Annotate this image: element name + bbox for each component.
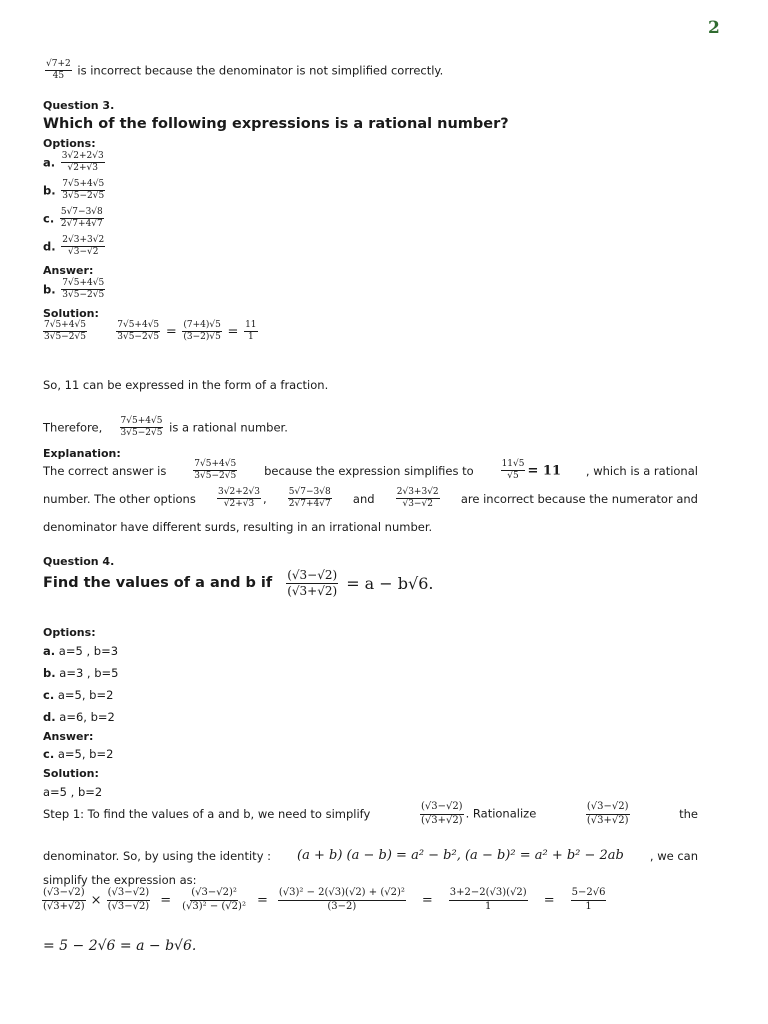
step-1-line-3: simplify the expression as: [43,873,197,887]
fraction: $\frac{√7+2}{45}$ [46,59,71,82]
explanation-line-2: number. The other options $\frac{3√2+2√3}{√2+√3}$ , $\frac{5√7-3√8}{2√7+4√7}$ and $\frac{2√3+3√2}{√3-√2}$ are incorrect because the numerator and [43,487,698,510]
fraction: $\frac{(7+4)√5}{(3-2)√5}$ [183,320,221,343]
fraction: $\frac{7√5+4√5}{3√5-2√5}$ [120,416,163,439]
solution-value: a=5 , b=2 [43,785,103,799]
fraction: $\frac{7√5+4√5}{3√5-2√5}$ [194,459,237,482]
option-d: d. $\frac{2√3+3√2}{√3-√2}$ [43,235,105,258]
step-1-line-2: denominator. So, by using the identity : (a + b) (a − b) = a² − b², (a − b)² = a² + b² − 2ab , we can [43,848,698,863]
fraction: $\frac{2√3+3√2}{√3-√2}$ [62,235,105,258]
final-result: = 5 − 2√6 = a − b√6. [43,938,197,954]
fraction: $\frac{(√3-√2)}{(√3+√2)}$ [287,568,338,598]
option-b: b. $\frac{7√5+4√5}{3√5-2√5}$ [43,179,105,202]
option-a: a. a=5 , b=3 [43,644,119,658]
option-d: d. a=6, b=2 [43,710,115,724]
explanation-line-1: The correct answer is $\frac{7√5+4√5}{3√5-2√5}$ because the expression simplifies to $\frac{11√5}{√5}$ = 11 , which is a rational [43,459,698,482]
fraction: $\frac{5√7-3√8}{2√7+4√7}$ [60,207,103,230]
question-4-text: Find the values of a and b if $\frac{(√3-√2)}{(√3+√2)}$ = a − b√6. [43,568,434,598]
solution-label: Solution: [43,767,99,780]
explanation-label: Explanation: [43,447,121,460]
answer-label: Answer: [43,730,94,743]
identity-formula: (a + b) (a − b) = a² − b², (a − b)² = a² + b² − 2ab [297,848,624,863]
previous-explanation-text: is incorrect because the denominator is not simplified correctly. [77,63,444,78]
options-label: Options: [43,626,96,639]
fraction: $\frac{2√3+3√2}{√3-√2}$ [396,487,439,510]
step-1-line: Step 1: To find the values of a and b, we need to simplify $\frac{(√3-√2)}{(√3+√2)}$ . Rationalize $\frac{(√3-√2)}{(√3+√2)}$ the [43,801,698,826]
option-b: b. a=3 , b=5 [43,666,119,680]
fraction: $\frac{3√2+2√3}{√2+√3}$ [61,151,104,174]
fraction: $\frac{\text{(√3)² − 2(√3)(√2) + (√2)²}}{(3-2)}$ [278,887,405,912]
question-3-text: Which of the following expressions is a rational number? [43,116,509,132]
fraction: $\frac{5√7-3√8}{2√7+4√7}$ [288,487,331,510]
fraction: $\frac{(√3-√2)}{(√3+√2)}$ [43,887,85,912]
fraction: $\frac{(√3-√2)}{(√3+√2)}$ [586,801,629,826]
question-4-heading: Question 4. [43,555,115,568]
page-number: 2 [708,18,720,38]
answer-value: b. $\frac{7√5+4√5}{3√5-2√5}$ [43,278,105,301]
option-c: c. $\frac{5√7-3√8}{2√7+4√7}$ [43,207,103,230]
fraction: $\frac{11}{1}$ [245,320,257,343]
simplification-equation: $\frac{(√3-√2)}{(√3+√2)}$ × $\frac{(√3-√2)}{(√3-√2)}$ = $\frac{\text{(√3−√2)²}}{\text{(√3)² − (√2)²}}$ = $\frac{\text{(√3)² − 2(√3)(√2) + (√2)²}}{(3-2)}$ = $\frac{3+2-2(√3)(√2)}{1}$ = $\frac{5-2√6}{1}$ [43,887,606,912]
question-3-heading: Question 3. [43,99,115,112]
options-label: Options: [43,137,96,150]
fraction: $\frac{3+2-2(√3)(√2)}{1}$ [449,887,527,912]
option-c: c. a=5, b=2 [43,688,114,702]
answer-label: Answer: [43,264,94,277]
fraction: $\frac{5-2√6}{1}$ [571,887,606,912]
answer-value: c. a=5, b=2 [43,747,114,761]
so-text: So, 11 can be expressed in the form of a fraction. [43,378,329,392]
fraction: $\frac{11√5}{√5}$ [501,459,525,482]
explanation-line-3: denominator have different surds, resulting in an irrational number. [43,520,433,534]
fraction: $\frac{7√5+4√5}{3√5-2√5}$ [44,320,86,343]
fraction: $\frac{7√5+4√5}{3√5-2√5}$ [62,179,105,202]
fraction: $\frac{7√5+4√5}{3√5-2√5}$ [62,278,105,301]
fraction: $\frac{(√3-√2)}{(√3-√2)}$ [107,887,150,912]
fraction: $\frac{7√5+4√5}{3√5-2√5}$ [117,320,160,343]
previous-explanation-line [43,60,443,82]
fraction: $\frac{3√2+2√3}{√2+√3}$ [218,487,260,510]
therefore-line: Therefore, $\frac{7√5+4√5}{3√5-2√5}$ is a rational number. [43,416,288,439]
solution-label: Solution: [43,307,99,320]
solution-equation: $\frac{7√5+4√5}{3√5-2√5}$ $\frac{7√5+4√5}{3√5-2√5}$ = $\frac{(7+4)√5}{(3-2)√5}$ = $\frac{11}{1}$ [44,320,257,343]
fraction: $\frac{(√3-√2)}{(√3+√2)}$ [420,801,463,826]
fraction: $\frac{\text{(√3−√2)²}}{\text{(√3)² − (√2)²}}$ [182,887,246,912]
option-a: a. $\frac{3√2+2√3}{√2+√3}$ [43,151,104,174]
